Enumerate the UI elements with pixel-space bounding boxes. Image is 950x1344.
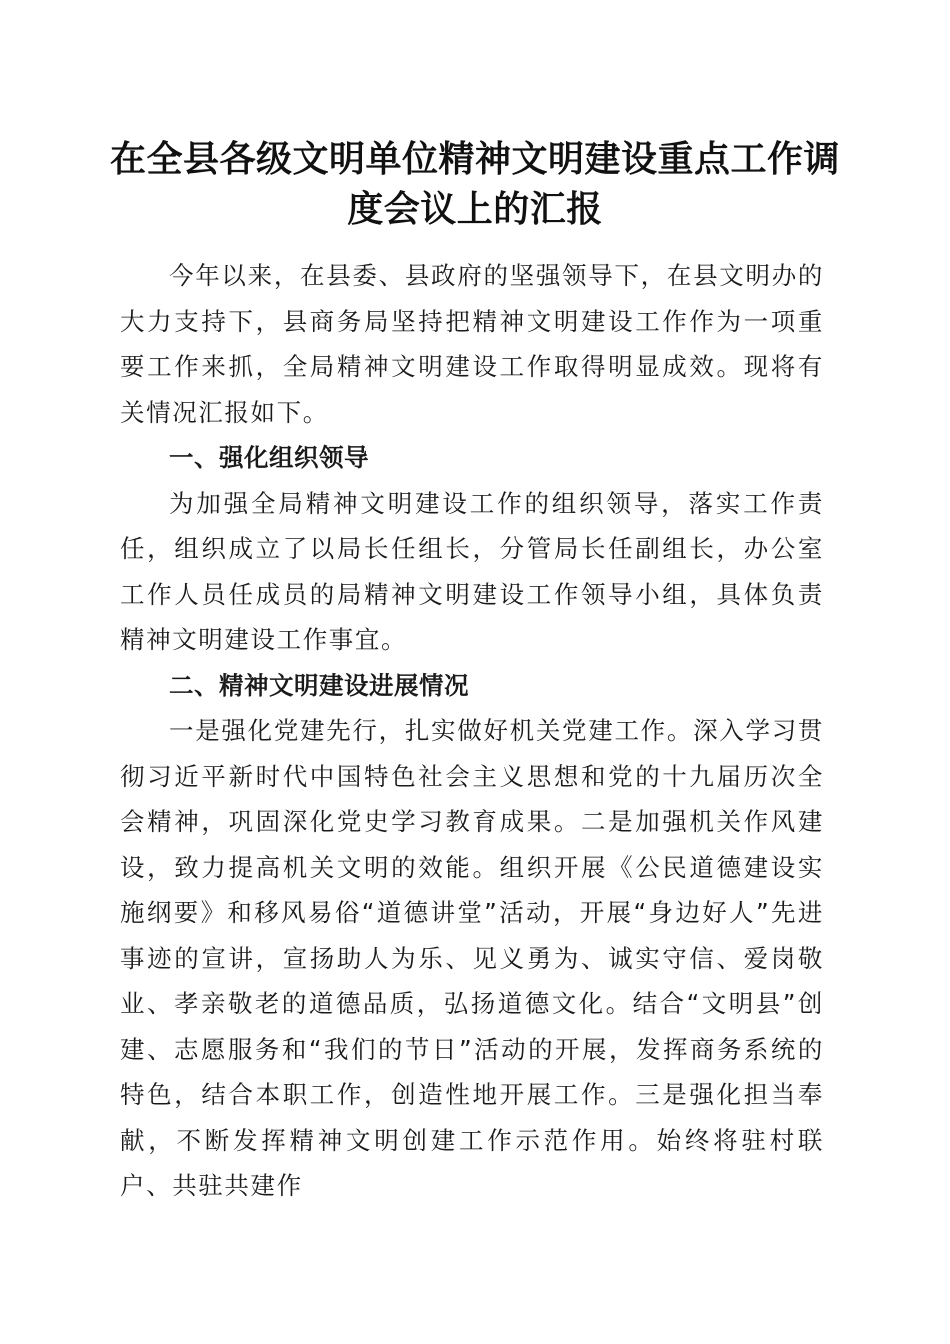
intro-paragraph: 今年以来，在县委、县政府的坚强领导下，在县文明办的大力支持下，县商务局坚持把精神文明建设工作作为一项重要工作来抓，全局精神文明建设工作取得明显成效。现将有关情况汇报如下。 [120,261,824,427]
document-title: 在全县各级文明单位精神文明建设重点工作调度会议上的汇报 [110,138,841,230]
section-heading-1: 一、强化组织领导 [169,443,369,472]
section-heading-2: 二、精神文明建设进展情况 [169,670,469,700]
document-body [120,253,824,1209]
section-2-paragraph: 一是强化党建先行，扎实做好机关党建工作。深入学习贯彻习近平新时代中国特色社会主义思想和党的十九届历次全会精神，巩固深化党史学习教育成果。二是加强机关作风建设，致力提高机关文明的效能。组织开展《公民道德建设实施纲要》和移风易俗“道德讲堂”活动，开展“身边好人”先进事迹的宣讲，宣扬助人为乐、见义勇为、诚实守信、爱岗敬业、孝亲敬老的道德品质，弘扬道德文化。结合“文明县”创建、志愿服务和“我们的节日”活动的开展，发挥商务系统的特色，结合本职工作，创造性地开展工作。三是强化担当奉献，不断发挥精神文明创建工作示范作用。始终将驻村联户、共驻共建作 [120,716,824,1200]
section-1-paragraph: 为加强全局精神文明建设工作的组织领导，落实工作责任，组织成立了以局长任组长，分管局长任副组长，办公室工作人员任成员的局精神文明建设工作领导小组，具体负责精神文明建设工作事宜。 [120,488,824,654]
